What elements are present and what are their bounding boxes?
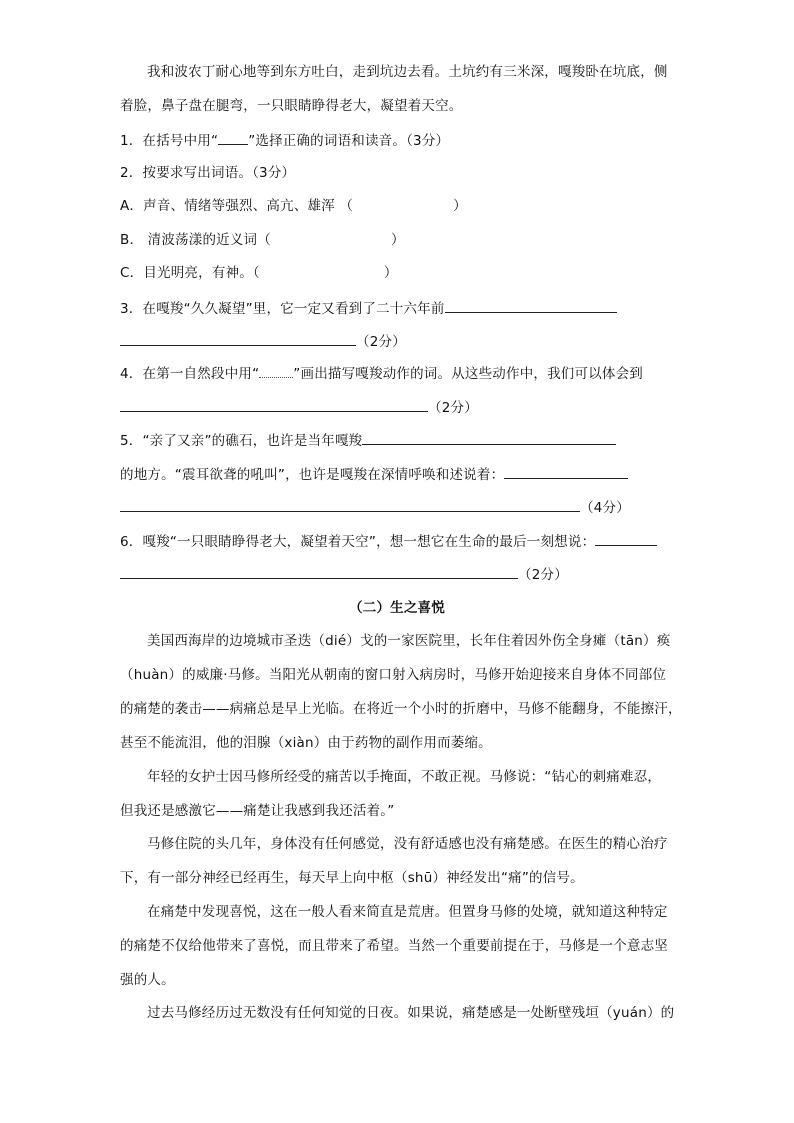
question-6-cont — [120, 564, 568, 585]
score: （2分） — [518, 567, 568, 583]
question-5-text: 5．“亲了又亲”的礁石，也许是当年嘎羧 — [120, 433, 363, 449]
bracket-close: ） — [383, 265, 398, 281]
score: （2分） — [356, 334, 406, 350]
question-4-text: ”画出描写嘎羧动作的词。从这些动作中，我们可以体会到 — [293, 366, 643, 382]
question-4-cont — [120, 397, 478, 418]
question-1-text: 1．在括号中用“ — [120, 133, 219, 149]
paragraph-line: 但我还是感激它——痛楚让我感到我还活着。” — [120, 803, 395, 819]
question-1-text: ”选择正确的词语和读音。（3分） — [248, 133, 450, 149]
question-2c — [120, 263, 398, 283]
underline-mark — [218, 130, 248, 145]
question-3-cont — [120, 331, 406, 352]
answer-line[interactable] — [445, 298, 617, 313]
score: （4分） — [580, 500, 630, 516]
answer-line[interactable] — [120, 497, 580, 512]
paragraph-line: 的痛楚的袭击——病痛总是早上光临。在将近一个小时的折磨中，马修不能翻身，不能擦汗， — [120, 701, 682, 717]
answer-line[interactable] — [120, 331, 356, 346]
question-2c-text: C．目光明亮，有神。（ — [120, 265, 260, 281]
question-2b-text: B． 清波荡漾的近义词（ — [120, 232, 271, 248]
question-4-text: 4．在第一自然段中用“ — [120, 366, 260, 382]
question-4 — [120, 364, 643, 384]
question-6 — [120, 531, 657, 552]
score: （2分） — [428, 400, 478, 416]
paragraph-line: 下，有一部分神经已经再生，每天早上向中枢（shū）神经发出“痛”的信号。 — [120, 870, 584, 886]
question-1 — [120, 130, 449, 151]
paragraph-line: （huàn）的威廉·马修。当阳光从朝南的窗口射入病房时，马修开始迎接来自身体不同部位 — [120, 667, 667, 683]
bracket-close: ） — [453, 198, 467, 214]
question-2a — [120, 196, 467, 216]
question-3 — [120, 298, 617, 319]
question-5-text: 的地方。“震耳欲聋的吼叫”，也许是嘎羧在深情呼唤和述说着： — [120, 467, 505, 483]
paragraph-line: 甚至不能流泪，他的泪腺（xiàn）由于药物的副作用而萎缩。 — [120, 735, 492, 751]
question-6-text: 6．嘎羧“一只眼睛睁得老大，凝望着天空”，想一想它在生命的最后一刻想说： — [120, 534, 596, 550]
passage-line: 我和波农丁耐心地等到东方吐白，走到坑边去看。土坑约有三米深，嘎羧卧在坑底，侧 — [147, 64, 668, 80]
paragraph-line: 在痛楚中发现喜悦，这在一般人看来简直是荒唐。但置身马修的处境，就知道这种特定 — [147, 904, 668, 920]
question-5 — [120, 430, 616, 451]
paragraph-line: 强的人。 — [120, 972, 175, 988]
answer-line[interactable] — [362, 430, 616, 445]
answer-line[interactable] — [504, 464, 628, 479]
question-5-cont — [120, 497, 630, 518]
answer-line[interactable] — [120, 397, 428, 412]
answer-line[interactable] — [120, 564, 518, 579]
wavy-underline-mark — [259, 365, 293, 378]
question-2: 2．按要求写出词语。（3分） — [120, 165, 296, 181]
passage-line: 着脸，鼻子盘在腿弯，一只眼睛睁得老大，凝望着天空。 — [120, 98, 463, 114]
paragraph-line: 年轻的女护士因马修所经受的痛苦以手掩面，不敢正视。马修说：“钻心的刺痛难忍， — [147, 769, 662, 785]
section-title: （二）生之喜悦 — [349, 600, 445, 616]
bracket-close: ） — [390, 232, 405, 248]
question-5-cont — [120, 464, 628, 485]
paragraph-line: 过去马修经历过无数没有任何知觉的日夜。如果说，痛楚感是一处断壁残垣（yuán）的 — [147, 1005, 675, 1021]
question-2b — [120, 230, 405, 250]
question-3-text: 3．在嘎羧“久久凝望”里，它一定又看到了二十六年前 — [120, 301, 445, 317]
answer-line[interactable] — [595, 531, 657, 546]
paragraph-line: 的痛楚不仅给他带来了喜悦，而且带来了希望。当然一个重要前提在于，马修是一个意志坚 — [120, 938, 668, 954]
question-2a-text: A．声音、情绪等强烈、高亢、雄浑 （ — [120, 198, 354, 214]
paragraph-line: 美国西海岸的边境城市圣迭（dié）戈的一家医院里，长年住着因外伤全身瘫（tān）痪 — [147, 633, 671, 649]
paragraph-line: 马修住院的头几年，身体没有任何感觉，没有舒适感也没有痛楚感。在医生的精心治疗 — [147, 836, 668, 852]
